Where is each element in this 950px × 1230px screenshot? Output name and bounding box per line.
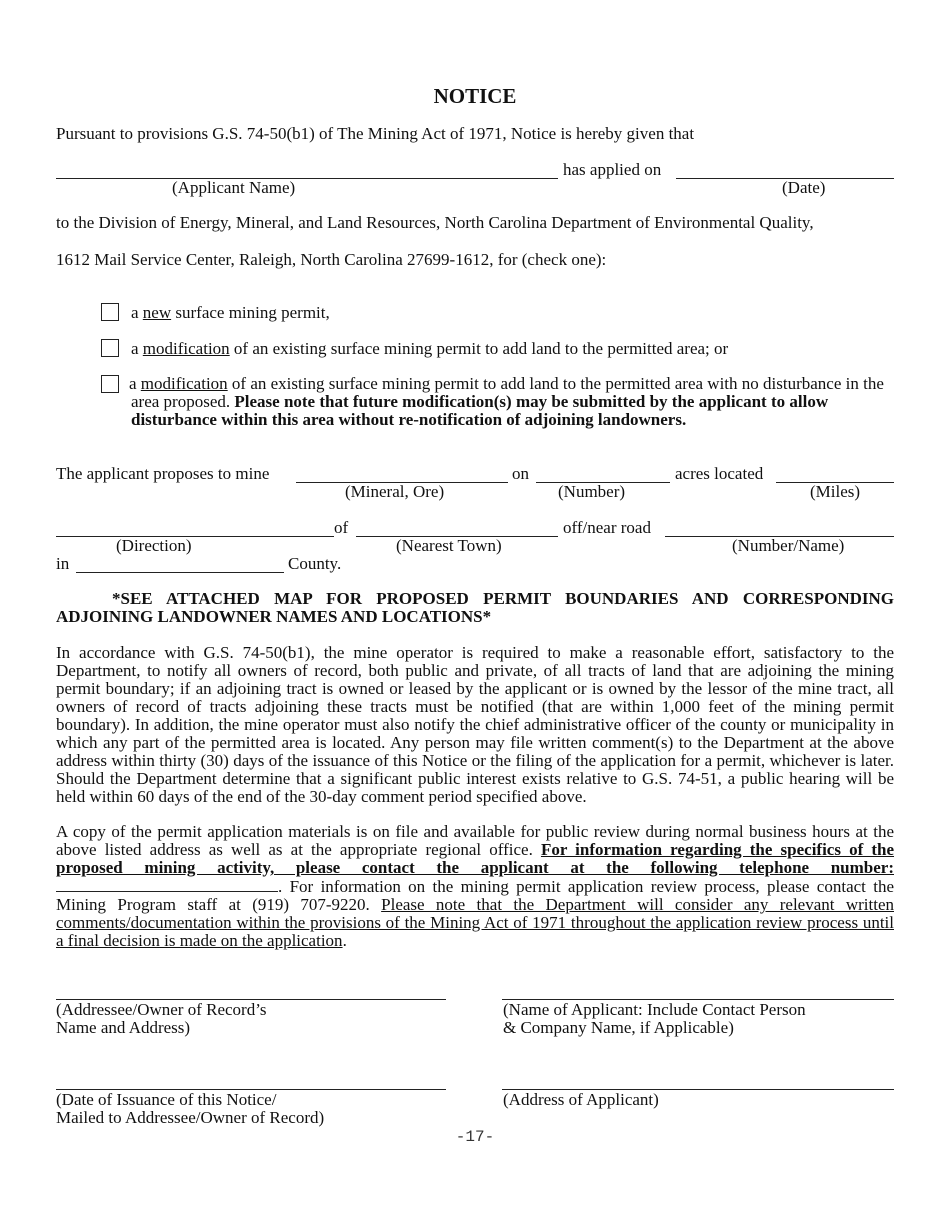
county-field[interactable] bbox=[76, 572, 284, 573]
applicant-address-label: (Address of Applicant) bbox=[503, 1090, 659, 1109]
copy-paragraph: A copy of the permit application materials is on file and available for public review during normal business hours at the above listed address as well as at the appropriate regional office. For information regarding the specifics of the proposed mining activity, please contact the applicant at the following telephone number: . For information on the mining permit application review process, please contact the Mining Program staff at (919) 707-9220. Please note that the Department will consider any relevant written comments/documentation within the provisions of the Mining Act of 1971 throughout the application review process until a final decision is made on the application. bbox=[56, 822, 895, 950]
applicant-proposes-text: The applicant proposes to mine bbox=[56, 464, 270, 483]
new-permit-checkbox[interactable] bbox=[101, 303, 119, 321]
direction-label: (Direction) bbox=[116, 536, 192, 555]
applicant-contact-label-2: & Company Name, if Applicable) bbox=[503, 1018, 734, 1037]
date-label: (Date) bbox=[782, 178, 826, 197]
off-near-road-text: off/near road bbox=[563, 518, 651, 537]
direction-field[interactable] bbox=[56, 536, 334, 537]
of-text: of bbox=[334, 518, 349, 537]
mineral-label: (Mineral, Ore) bbox=[345, 482, 445, 501]
division-line-1: to the Division of Energy, Mineral, and Land Resources, North Carolina Department of Environmental Quality, bbox=[56, 213, 814, 232]
issuance-date-label-1: (Date of Issuance of this Notice/ bbox=[56, 1090, 277, 1109]
applicant-name-label: (Applicant Name) bbox=[172, 178, 296, 197]
page-number: -17- bbox=[455, 1128, 495, 1146]
accordance-paragraph: In accordance with G.S. 74-50(b1), the mine operator is required to make a reasonable effort, satisfactory to the Department, to notify all owners of record, both public and private, of all tracts of land that are adjoining the mining permit boundary; if an adjoining tract is owned or leased by the applicant or is owned by the lessor of the mine tract, all owners of record of tracts adjoining these tracts must be notified (that are within 1,000 feet of the mining permit boundary). In addition, the mine operator must also notify the chief administrative officer of the county or municipality in which any part of the permitted area is located. Any person may file written comment(s) to the Department at the above address within thirty (30) days of the issuance of this Notice or the filing of the application for a permit, whichever is later. Should the Department determine that a significant public interest exists relative to G.S. 74-51, a public hearing will be held within 60 days of the end of the 30-day comment period specified above. bbox=[56, 643, 894, 806]
option-modification: a modification of an existing surface mining permit to add land to the permitted area; or bbox=[131, 339, 729, 358]
county-text: County. bbox=[288, 554, 342, 573]
number-label: (Number) bbox=[558, 482, 626, 501]
in-text: in bbox=[56, 554, 70, 573]
see-map-notice: *SEE ATTACHED MAP FOR PROPOSED PERMIT BOUNDARIES AND CORRESPONDING ADJOINING LANDOWNER NAMES AND LOCATIONS* bbox=[56, 589, 894, 626]
addressee-label-2: Name and Address) bbox=[56, 1018, 191, 1037]
nearest-town-label: (Nearest Town) bbox=[396, 536, 502, 555]
intro-text: Pursuant to provisions G.S. 74-50(b1) of The Mining Act of 1971, Notice is hereby given that bbox=[56, 124, 695, 143]
issuance-date-label-2: Mailed to Addressee/Owner of Record) bbox=[56, 1108, 325, 1127]
number-name-label: (Number/Name) bbox=[732, 536, 845, 555]
acres-located-text: acres located bbox=[675, 464, 764, 483]
applicant-contact-label-1: (Name of Applicant: Include Contact Person bbox=[503, 1000, 806, 1019]
modification-checkbox[interactable] bbox=[101, 339, 119, 357]
telephone-field[interactable] bbox=[56, 877, 278, 892]
option-modification-no-disturbance: a modification of an existing surface mining permit to add land to the permitted area with no disturbance in the area proposed. Please note that future modification(s) may be submitted by the applicant to allow disturbance within this area without re-notification of adjoining landowners. bbox=[129, 374, 884, 429]
option-new-permit: a new surface mining permit, bbox=[131, 303, 330, 322]
page-title: NOTICE bbox=[433, 84, 517, 108]
addressee-label-1: (Addressee/Owner of Record’s bbox=[56, 1000, 267, 1019]
miles-label: (Miles) bbox=[810, 482, 861, 501]
has-applied-on-text: has applied on bbox=[563, 160, 662, 179]
modification-no-disturbance-checkbox[interactable] bbox=[101, 375, 119, 393]
division-line-2: 1612 Mail Service Center, Raleigh, North Carolina 27699-1612, for (check one): bbox=[56, 250, 607, 269]
on-text: on bbox=[512, 464, 529, 483]
applicant-name-field[interactable] bbox=[56, 178, 558, 179]
